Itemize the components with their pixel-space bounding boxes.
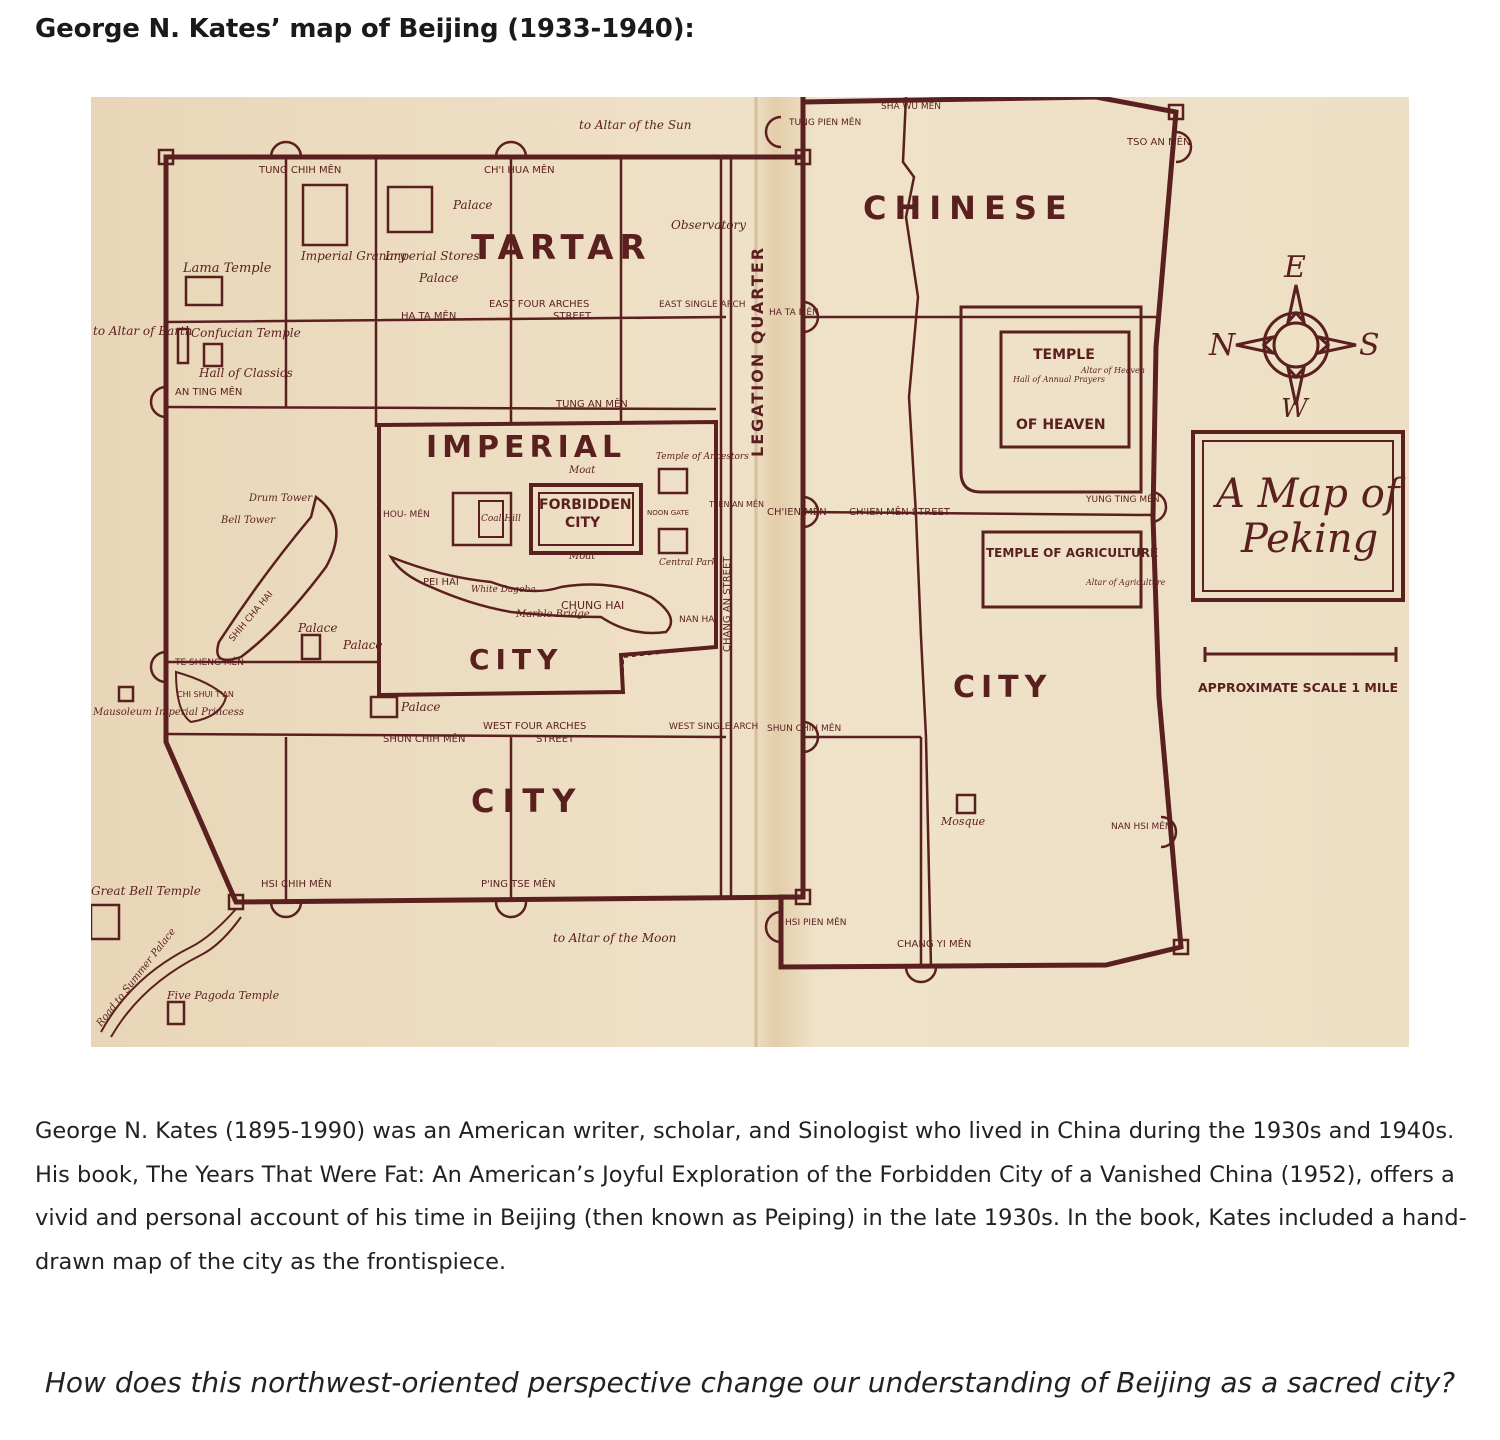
lm-altar-moon: to Altar of the Moon bbox=[553, 931, 677, 945]
lm-pei-hai: PEI HAI bbox=[423, 577, 459, 588]
lm-moat-n: Moat bbox=[569, 465, 596, 476]
label-tartar: TARTAR bbox=[471, 228, 652, 268]
beijing-map-image bbox=[91, 97, 1409, 1047]
lm-altar-sun: to Altar of the Sun bbox=[579, 118, 692, 132]
lm-stores: Imperial Stores bbox=[385, 249, 480, 263]
street-east-four-arches: EAST FOUR ARCHES bbox=[489, 299, 590, 310]
gate-tien-an: T'IEN AN MÊN bbox=[709, 500, 764, 509]
gate-chi-hua: CH'I HUA MÊN bbox=[484, 165, 555, 176]
gate-tso-an: TSO AN MÊN bbox=[1127, 137, 1191, 148]
gate-te-sheng: TE SHENG MÊN bbox=[175, 658, 244, 668]
lm-confucian: Confucian Temple bbox=[191, 326, 301, 340]
lm-chi-shui-tan: CHI SHUI T'AN bbox=[177, 690, 234, 699]
street-shun-chih-men: SHUN CHIH MÊN bbox=[383, 734, 466, 745]
lm-mausoleum: Mausoleum Imperial Princess bbox=[93, 707, 245, 718]
street-west-street: STREET bbox=[536, 734, 575, 745]
lm-white-dagoba: White Dagoba bbox=[471, 585, 536, 595]
street-west-four-arches: WEST FOUR ARCHES bbox=[483, 721, 587, 732]
compass-west: W bbox=[1281, 394, 1308, 424]
compass-east: E bbox=[1284, 250, 1306, 285]
lm-granary: Imperial Granary bbox=[301, 249, 407, 263]
cartouche-line1: A Map of bbox=[1216, 471, 1400, 517]
gate-sha-wu: SHA WU MÊN bbox=[881, 102, 942, 112]
lm-lama: Lama Temple bbox=[183, 261, 272, 276]
gate-yung-ting: YUNG TING MÊN bbox=[1086, 495, 1160, 505]
gate-tung-chih: TUNG CHIH MÊN bbox=[259, 165, 342, 176]
lm-altar-earth: to Altar of Earth bbox=[93, 324, 193, 338]
label-imperial: IMPERIAL bbox=[426, 430, 627, 465]
lm-temple-agri: TEMPLE OF AGRICULTURE bbox=[986, 546, 1159, 560]
lm-altar-agri: Altar of Agriculture bbox=[1086, 578, 1166, 587]
gate-hsi-chih: HSI CHIH MÊN bbox=[261, 879, 332, 890]
label-city-tartar: CITY bbox=[471, 782, 584, 820]
lm-ancestors: Temple of Ancestors bbox=[656, 452, 749, 462]
lm-altar-heaven: Altar of Heaven bbox=[1081, 366, 1145, 375]
street-west-single-arch: WEST SINGLE ARCH bbox=[669, 722, 759, 732]
lm-road-summer: Road to Summer Palace bbox=[94, 926, 179, 1029]
label-forbidden-1: FORBIDDEN bbox=[539, 497, 632, 513]
street-east-street: STREET bbox=[553, 311, 592, 322]
gate-an-ting: AN TING MÊN bbox=[175, 387, 243, 398]
compass-south: S bbox=[1359, 328, 1380, 363]
lm-bell: Bell Tower bbox=[221, 515, 276, 526]
label-city-imperial: CITY bbox=[469, 643, 564, 676]
lm-temple-heaven-1: TEMPLE bbox=[1033, 347, 1095, 363]
gate-chang-yi: CHANG YI MÊN bbox=[897, 939, 972, 950]
lm-palace-5: Palace bbox=[401, 700, 441, 714]
street-ha-ta-men: HA TA MÊN bbox=[401, 311, 457, 322]
lm-observatory: Observatory bbox=[671, 218, 747, 232]
label-chinese: CHINESE bbox=[863, 189, 1075, 227]
lm-classics: Hall of Classics bbox=[199, 366, 293, 380]
lm-coal-hill: Coal Hill bbox=[481, 514, 521, 524]
gate-ping-tse: P'ING TSE MÊN bbox=[481, 879, 556, 890]
lm-central-park: Central Park bbox=[659, 558, 717, 568]
lm-palace-2: Palace bbox=[419, 271, 459, 285]
gate-hou: HOU- MÊN bbox=[383, 510, 430, 520]
gate-hsi-pien: HSI PIEN MÊN bbox=[785, 918, 847, 928]
page-title: George N. Kates’ map of Beijing (1933-1940): bbox=[35, 14, 695, 44]
scale-label: APPROXIMATE SCALE 1 MILE bbox=[1198, 680, 1398, 695]
gate-ha-ta: HA TA MÊN bbox=[769, 308, 819, 318]
street-chang-an: CHANG AN STREET bbox=[722, 556, 733, 652]
label-forbidden-2: CITY bbox=[565, 515, 601, 531]
lm-great-bell: Great Bell Temple bbox=[91, 884, 201, 898]
gate-shun-chih: SHUN CHIH MÊN bbox=[767, 724, 842, 734]
gate-tung-pien: TUNG PIEN MÊN bbox=[789, 118, 862, 128]
lm-palace-3: Palace bbox=[298, 621, 338, 635]
map-paper bbox=[91, 97, 1409, 1047]
street-chien-men: CH'IEN MÊN STREET bbox=[849, 507, 950, 518]
label-legation: LEGATION QUARTER bbox=[748, 245, 767, 457]
gate-nan-hsi: NAN HSI MÊN bbox=[1111, 822, 1172, 832]
gate-chien: CH'IEN MÊN bbox=[767, 507, 827, 518]
lm-temple-heaven-2: OF HEAVEN bbox=[1016, 417, 1106, 433]
cartouche-line2: Peking bbox=[1241, 516, 1379, 562]
lm-nan-hai: NAN HAI bbox=[679, 615, 718, 625]
description-paragraph: George N. Kates (1895-1990) was an American writer, scholar, and Sinologist who lived in China during the 1930s and 1940s. His book, The Years That Were Fat: An American’s Joyful Exploration of the Forbidden City of a Vanished China (1952), offers a vivid and personal account of his time in Beijing (then known as Peiping) in the late 1930s. In the book, Kates included a hand-drawn map of the city as the frontispiece. bbox=[35, 1118, 1467, 1275]
lm-chung-hai: CHUNG HAI bbox=[561, 599, 625, 612]
lm-noon-gate: NOON GATE bbox=[647, 509, 690, 517]
lm-moat-s: Moat bbox=[569, 551, 596, 562]
label-city-chinese: CITY bbox=[953, 670, 1053, 705]
lm-drum: Drum Tower bbox=[249, 493, 313, 504]
compass-north: N bbox=[1209, 328, 1236, 363]
lm-palace-1: Palace bbox=[453, 198, 493, 212]
lm-hall-prayers: Hall of Annual Prayers bbox=[1013, 375, 1105, 384]
gate-tung-an: TUNG AN MÊN bbox=[556, 399, 628, 410]
lm-palace-4: Palace bbox=[343, 638, 383, 652]
street-east-single-arch: EAST SINGLE ARCH bbox=[659, 300, 746, 310]
discussion-question: How does this northwest-oriented perspective change our understanding of Beijing as a sacred city? bbox=[44, 1366, 1456, 1399]
lm-five-pagoda: Five Pagoda Temple bbox=[167, 989, 280, 1002]
lm-marble-bridge: Marble Bridge bbox=[516, 609, 590, 620]
lm-shih-cha-hai: SHIH CHA HAI bbox=[227, 589, 276, 644]
lm-mosque: Mosque bbox=[941, 815, 986, 828]
